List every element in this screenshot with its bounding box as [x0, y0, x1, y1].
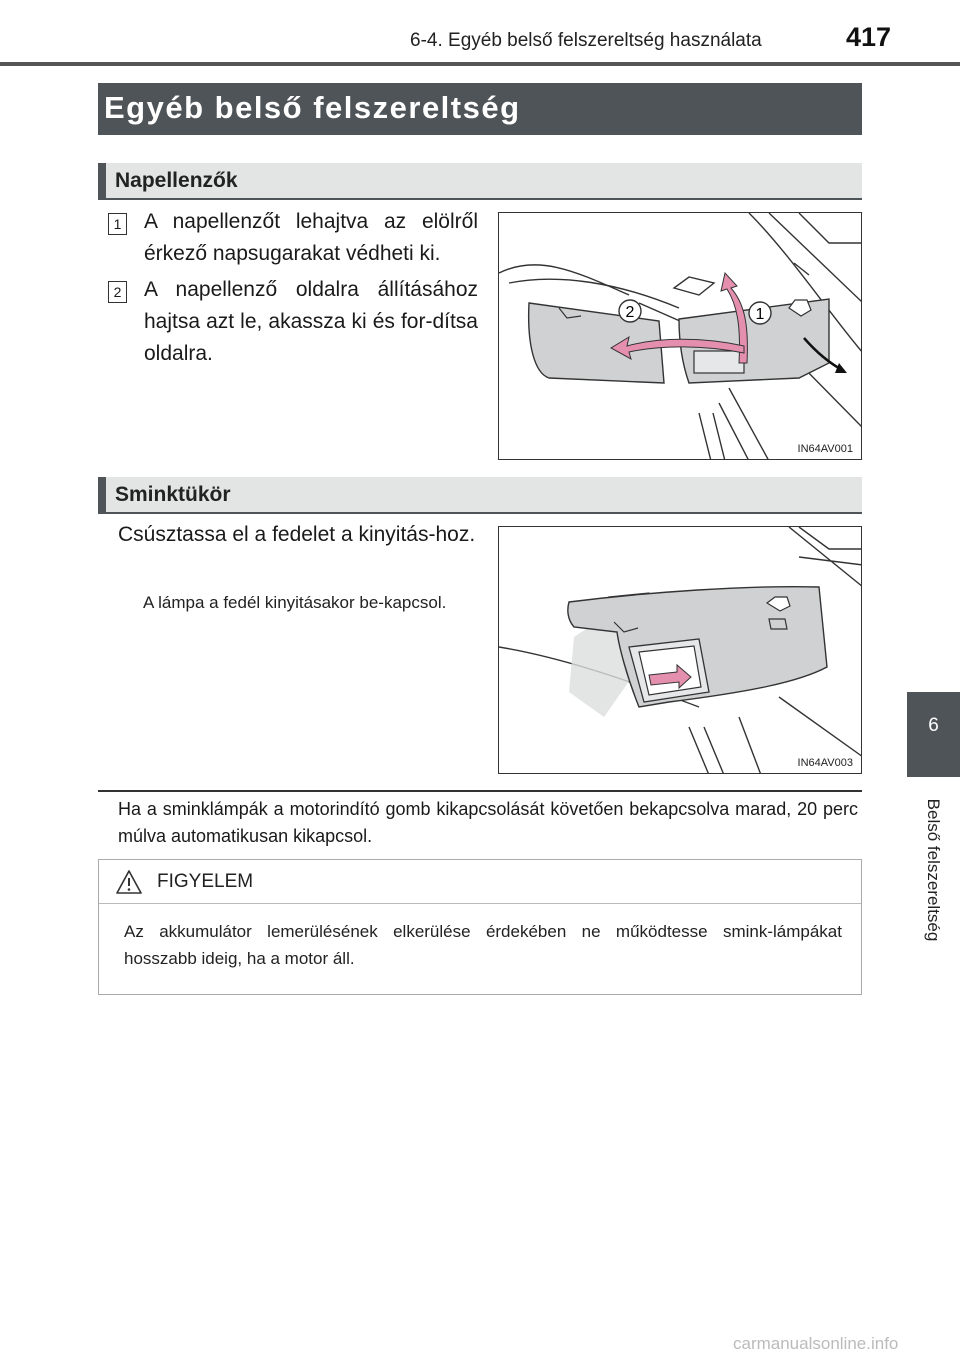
warning-triangle-icon: [115, 869, 143, 895]
chapter-tab: [907, 692, 960, 777]
warning-text: Az akkumulátor lemerülésének elkerülése érdekében ne működtesse smink-lámpákat hosszabb ideig, ha a motor áll.: [124, 922, 842, 968]
section-title: Sminktükör: [115, 483, 231, 506]
step-item-2: [108, 274, 478, 370]
page-number: 417: [846, 22, 892, 52]
vanity-mirror-note: A lámpa a fedél kinyitásakor be-kapcsol.: [143, 593, 447, 612]
vanity-mirror-text: Csúsztassa el a fedelet a kinyitás-hoz.: [118, 523, 476, 546]
callout-2: 2: [625, 304, 635, 321]
section-header-bar: [98, 477, 106, 512]
sun-visor-illustration: [498, 212, 862, 460]
figure-id: IN64AV003: [797, 757, 853, 769]
chapter-title: Egyéb belső felszereltség: [98, 83, 862, 135]
sun-visor-drawing: [499, 213, 862, 460]
step-item-1: [108, 206, 478, 270]
section-header-sun-visors: [98, 163, 862, 200]
section-header-vanity-mirror: [98, 477, 862, 514]
vanity-mirror-drawing: [499, 527, 862, 774]
step-number: 2: [108, 281, 127, 303]
section-header-bar: [98, 163, 106, 198]
step-number: 1: [108, 213, 127, 235]
step-text: A napellenzőt lehajtva az elölről érkező napsugarakat védheti ki.: [144, 210, 478, 265]
header-section-title: 6-4. Egyéb belső felszereltség használata: [410, 30, 762, 51]
step-text: A napellenző oldalra állításához hajtsa azt le, akassza ki és for-dítsa oldalra.: [144, 278, 478, 365]
chapter-tab-number: 6: [928, 715, 939, 736]
section-title: Napellenzők: [115, 169, 238, 192]
figure-id: IN64AV001: [797, 443, 853, 455]
info-text: Ha a sminklámpák a motorindító gomb kikapcsolását követően bekapcsolva marad, 20 perc múlva automatikusan kikapcsol.: [118, 799, 858, 846]
header-rule: [0, 62, 960, 66]
vanity-mirror-illustration: [498, 526, 862, 774]
callout-1: 1: [755, 306, 765, 323]
chapter-tab-label: Belső felszereltség: [924, 798, 943, 942]
watermark: carmanualsonline.info: [733, 1334, 899, 1353]
warning-box: [98, 859, 862, 995]
info-rule: [98, 790, 862, 792]
warning-title: FIGYELEM: [157, 871, 254, 892]
warning-header: [99, 860, 861, 904]
